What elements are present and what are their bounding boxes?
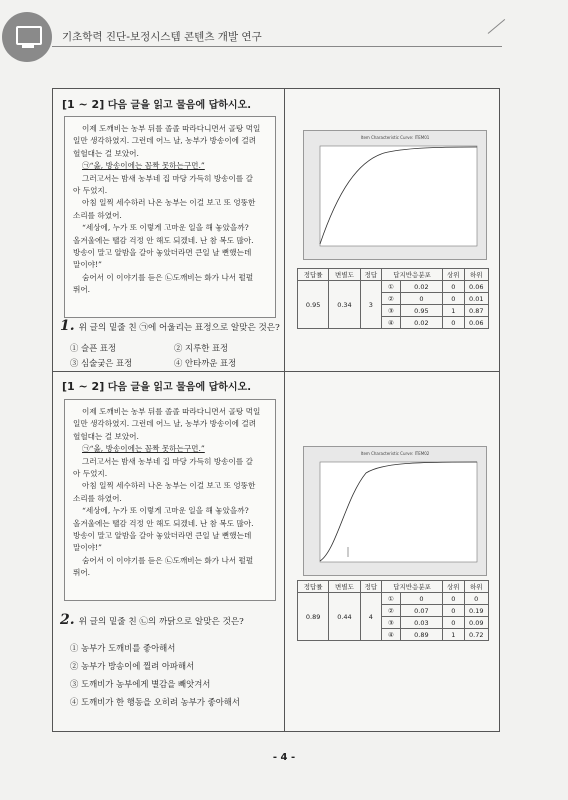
item1-plot-title: Item Characteristic Curve: ITEM01	[360, 135, 430, 140]
stats-p-value: 0.95	[298, 281, 329, 329]
stats-header-lower: 하위	[464, 269, 489, 281]
stats-dist: 0.02	[400, 317, 442, 329]
item2-question-text: 위 글의 밑줄 친 ㉡의 까닭으로 알맞은 것은?	[78, 617, 244, 627]
stats-answer-value: 3	[360, 281, 381, 329]
passage-line: 올겨울에는 땔감 걱정 안 해도 되겠네. 난 참 복도 많아.	[73, 235, 254, 245]
item2-range: [1 ~ 2]	[62, 380, 105, 393]
passage-line: 소리를 하였어.	[73, 493, 122, 503]
item1-option-2: ② 지루한 표정	[174, 343, 229, 353]
stats-dist: 0.89	[400, 629, 442, 641]
item1-question	[60, 318, 280, 334]
stats-lower: 0	[464, 593, 489, 605]
stats-answer-value: 4	[360, 593, 381, 641]
stats-header-d: 변별도	[329, 269, 360, 281]
item2-heading	[62, 378, 251, 393]
item-divider	[52, 371, 500, 372]
passage-line: 방송이 말고 알밤을 갈아 놓았더라면 큰일 날 뻔했는데	[73, 248, 252, 258]
item1-passage	[64, 116, 276, 318]
item2-stats-table	[297, 580, 489, 641]
stats-header-lower: 하위	[464, 581, 489, 593]
stats-dist: 0	[400, 293, 442, 305]
item2-option-1: ① 농부가 도깨비를 좋아해서	[70, 643, 176, 653]
stats-lower: 0.87	[464, 305, 489, 317]
stats-dist: 0.02	[400, 281, 442, 293]
passage-line: 방송이 말고 알밤을 갈아 놓았더라면 큰일 날 뻔했는데	[73, 531, 252, 541]
item2-icc-svg	[304, 447, 486, 575]
stats-dist: 0	[400, 593, 442, 605]
column-divider	[284, 88, 285, 732]
passage-line: “세상에, 누가 또 이렇게 고마운 일을 해 놓았을까?	[82, 223, 249, 233]
passage-line: 말이야!”	[73, 543, 102, 553]
stats-header-answer: 정답	[360, 581, 381, 593]
stats-header-answer: 정답	[360, 269, 381, 281]
item2-question	[60, 612, 244, 628]
stats-lower: 0.06	[464, 317, 489, 329]
stats-lower: 0.72	[464, 629, 489, 641]
monitor-icon	[2, 12, 52, 62]
stats-header-dist: 답지반응분포	[382, 581, 443, 593]
passage-line: 그러고서는 밤새 농부네 집 마당 가득히 방송이를 갈	[82, 173, 253, 183]
passage-line: 헐헐대는 걸 보았어.	[73, 431, 139, 441]
header-title: 기초학력 진단-보정시스템 콘텐츠 개발 연구	[62, 31, 262, 43]
item2-option-4: ④ 도깨비가 한 행동을 오히려 농부가 좋아해서	[70, 697, 240, 707]
passage-line: “세상에, 누가 또 이렇게 고마운 일을 해 놓았을까?	[82, 506, 249, 516]
passage-line: 아 두었지.	[73, 469, 108, 479]
passage-line: 뛰어.	[73, 285, 91, 295]
item1-icc-plot	[303, 130, 487, 260]
passage-line: 말이야!”	[73, 260, 102, 270]
stats-upper: 0	[443, 605, 464, 617]
item2-option-3: ③ 도깨비가 농부에게 별감을 빼앗겨서	[70, 679, 211, 689]
stats-upper: 0	[443, 293, 464, 305]
item1-heading	[62, 96, 251, 111]
passage-line: 소리를 하였어.	[73, 210, 122, 220]
passage-line: 올겨울에는 땔감 걱정 안 해도 되겠네. 난 참 복도 많아.	[73, 518, 254, 528]
stats-header-p: 정답률	[298, 581, 329, 593]
stats-option-num: ①	[382, 593, 401, 605]
item1-icc-svg	[304, 131, 486, 259]
stats-header-dist: 답지반응분포	[382, 269, 443, 281]
header-rule-accent	[488, 19, 505, 34]
stats-lower: 0.06	[464, 281, 489, 293]
stats-upper: 1	[443, 629, 464, 641]
item1-stats-table	[297, 268, 489, 329]
passage-line: 아 두었지.	[73, 186, 108, 196]
item1-range: [1 ~ 2]	[62, 98, 105, 111]
page-number: - 4 -	[272, 752, 296, 763]
stats-upper: 1	[443, 305, 464, 317]
stats-option-num: ④	[382, 629, 401, 641]
item1-question-number: 1.	[60, 318, 75, 334]
passage-line: 뛰어.	[73, 568, 91, 578]
item2-instruction: 다음 글을 읽고 물음에 답하시오.	[107, 382, 252, 393]
item1-question-text: 위 글의 밑줄 친 ㉠에 어울리는 표정으로 알맞은 것은?	[78, 323, 280, 333]
stats-lower: 0.01	[464, 293, 489, 305]
stats-lower: 0.19	[464, 605, 489, 617]
stats-option-num: ②	[382, 293, 401, 305]
stats-dist: 0.95	[400, 305, 442, 317]
header-rule	[52, 46, 502, 47]
item1-instruction: 다음 글을 읽고 물음에 답하시오.	[107, 100, 252, 111]
item2-plot-title: Item Characteristic Curve: ITEM02	[360, 451, 430, 456]
item1-option-3: ③ 심술궂은 표정	[70, 358, 133, 368]
stats-upper: 0	[443, 281, 464, 293]
stats-upper: 0	[443, 617, 464, 629]
stats-dist: 0.07	[400, 605, 442, 617]
stats-header-p: 정답률	[298, 269, 329, 281]
stats-header-upper: 상위	[443, 581, 464, 593]
passage-line: 일만 생각하였지. 그런데 어느 날, 농부가 방송이에 걸려	[73, 419, 257, 429]
item1-option-1: ① 슬픈 표정	[70, 343, 117, 353]
stats-header-d: 변별도	[329, 581, 360, 593]
item1-option-4: ④ 안타까운 표정	[174, 358, 237, 368]
stats-p-value: 0.89	[298, 593, 329, 641]
item2-icc-plot	[303, 446, 487, 576]
stats-upper: 0	[443, 593, 464, 605]
passage-line: 헐헐대는 걸 보았어.	[73, 148, 139, 158]
passage-line: 이제 도깨비는 농부 뒤를 졸졸 따라다니면서 골탕 먹일	[82, 407, 261, 416]
stats-dist: 0.03	[400, 617, 442, 629]
stats-upper: 0	[443, 317, 464, 329]
stats-option-num: ②	[382, 605, 401, 617]
stats-option-num: ④	[382, 317, 401, 329]
item2-question-number: 2.	[60, 612, 75, 628]
passage-line: 그러고서는 밤새 농부네 집 마당 가득히 방송이를 갈	[82, 456, 253, 466]
passage-line: 숨어서 이 이야기를 듣은 ㉡도깨비는 화가 나서 펄펄	[82, 555, 254, 565]
passage-line: 숨어서 이 이야기를 듣은 ㉡도깨비는 화가 나서 펄펄	[82, 272, 254, 282]
passage-line: 아침 일찍 세수하러 나온 농부는 이걸 보고 또 엉뚱한	[82, 198, 256, 208]
stats-option-num: ③	[382, 305, 401, 317]
stats-d-value: 0.34	[329, 281, 360, 329]
passage-line: 이제 도깨비는 농부 뒤를 졸졸 따라다니면서 골탕 먹일	[82, 124, 261, 133]
passage-line: 아침 일찍 세수하러 나온 농부는 이걸 보고 또 엉뚱한	[82, 481, 256, 491]
stats-d-value: 0.44	[329, 593, 360, 641]
passage-line: ㉠“옳, 방송이에는 꼼짝 못하는구먼.”	[82, 161, 205, 171]
passage-line: ㉠“옳, 방송이에는 꼼짝 못하는구먼.”	[82, 444, 205, 454]
item2-option-2: ② 농부가 방송이에 찔려 아파해서	[70, 661, 195, 671]
stats-header-upper: 상위	[443, 269, 464, 281]
passage-line: 일만 생각하였지. 그런데 어느 날, 농부가 방송이에 걸려	[73, 136, 257, 146]
stats-option-num: ①	[382, 281, 401, 293]
item2-passage	[64, 399, 276, 601]
stats-option-num: ③	[382, 617, 401, 629]
stats-lower: 0.09	[464, 617, 489, 629]
